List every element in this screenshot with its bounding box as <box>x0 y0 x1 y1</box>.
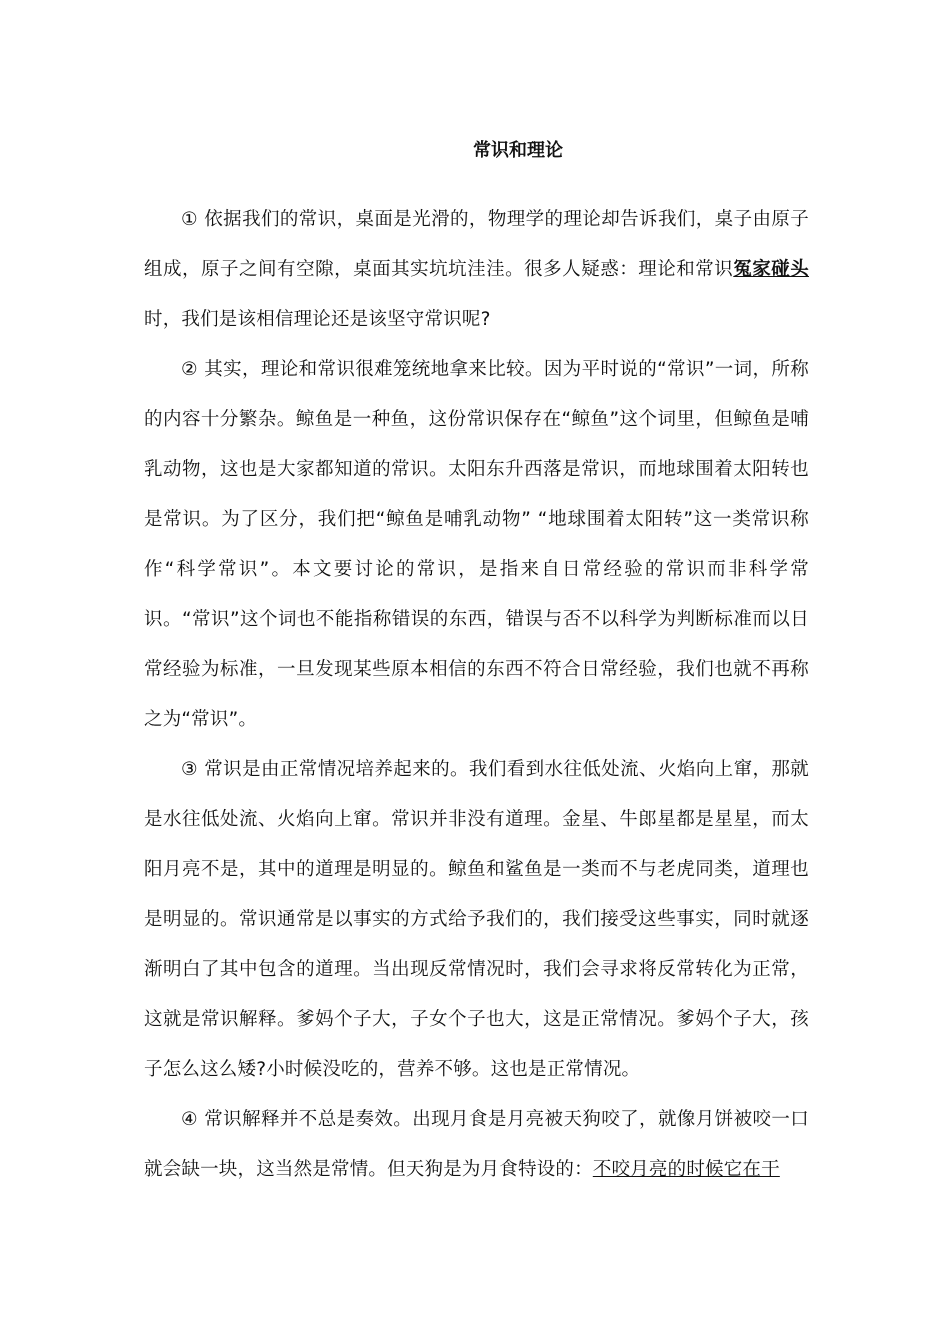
paragraph-1 <box>144 195 809 345</box>
paragraph-1-text-c: 时，我们是该相信理论还是该坚守常识呢? <box>144 309 491 330</box>
paragraph-2: ② 其实，理论和常识很难笼统地拿来比较。因为平时说的“常识”一词，所称的内容十分繁杂。鲸鱼是一种鱼，这份常识保存在“鲸鱼”这个词里，但鲸鱼是哺乳动物，这也是大家都知道的常识。太阳东升西落是常识，而地球围着太阳转也是常识。为了区分，我们把“鲸鱼是哺乳动物” “地球围着太阳转”这一类常识称作“科学常识”。本文要讨论的常识，是指来自日常经验的常识而非科学常识。“常识”这个词也不能指称错误的东西，错误与否不以科学为判断标准而以日常经验为标准，一旦发现某些原本相信的东西不符合日常经验，我们也就不再称之为“常识”。 <box>144 359 809 730</box>
paragraph-4-text-a: ④ 常识解释并不总是奏效。出现月食是月亮被天狗咬了，就像月饼被咬一口就会缺一块，这当然是常情。但天狗是为月食特设的： <box>144 1109 809 1180</box>
highlighted-phrase: 冤家碰头 <box>733 259 809 280</box>
paragraph-4 <box>144 1095 809 1195</box>
document-title: 常识和理论 <box>473 140 563 161</box>
underlined-sentence: 不咬月亮的时候它在干 <box>592 1159 780 1180</box>
paragraph-3: ③ 常识是由正常情况培养起来的。我们看到水往低处流、火焰向上窜，那就是水往低处流、火焰向上窜。常识并非没有道理。金星、牛郎星都是星星，而太阳月亮不是，其中的道理是明显的。鲸鱼和鲨鱼是一类而不与老虎同类，道理也是明显的。常识通常是以事实的方式给予我们的，我们接受这些事实，同时就逐渐明白了其中包含的道理。当出现反常情况时，我们会寻求将反常转化为正常，这就是常识解释。爹妈个子大，子女个子也大，这是正常情况。爹妈个子大，孩子怎么这么矮?小时候没吃的，营养不够。这也是正常情况。 <box>144 759 809 1080</box>
document-body <box>144 195 809 1195</box>
paragraph-1-text-a: ① 依据我们的常识，桌面是光滑的，物理学的理论却告诉我们，桌子由原子组成，原子之间有空隙，桌面其实坑坑洼洼。很多人疑惑：理论和常识 <box>144 209 809 280</box>
